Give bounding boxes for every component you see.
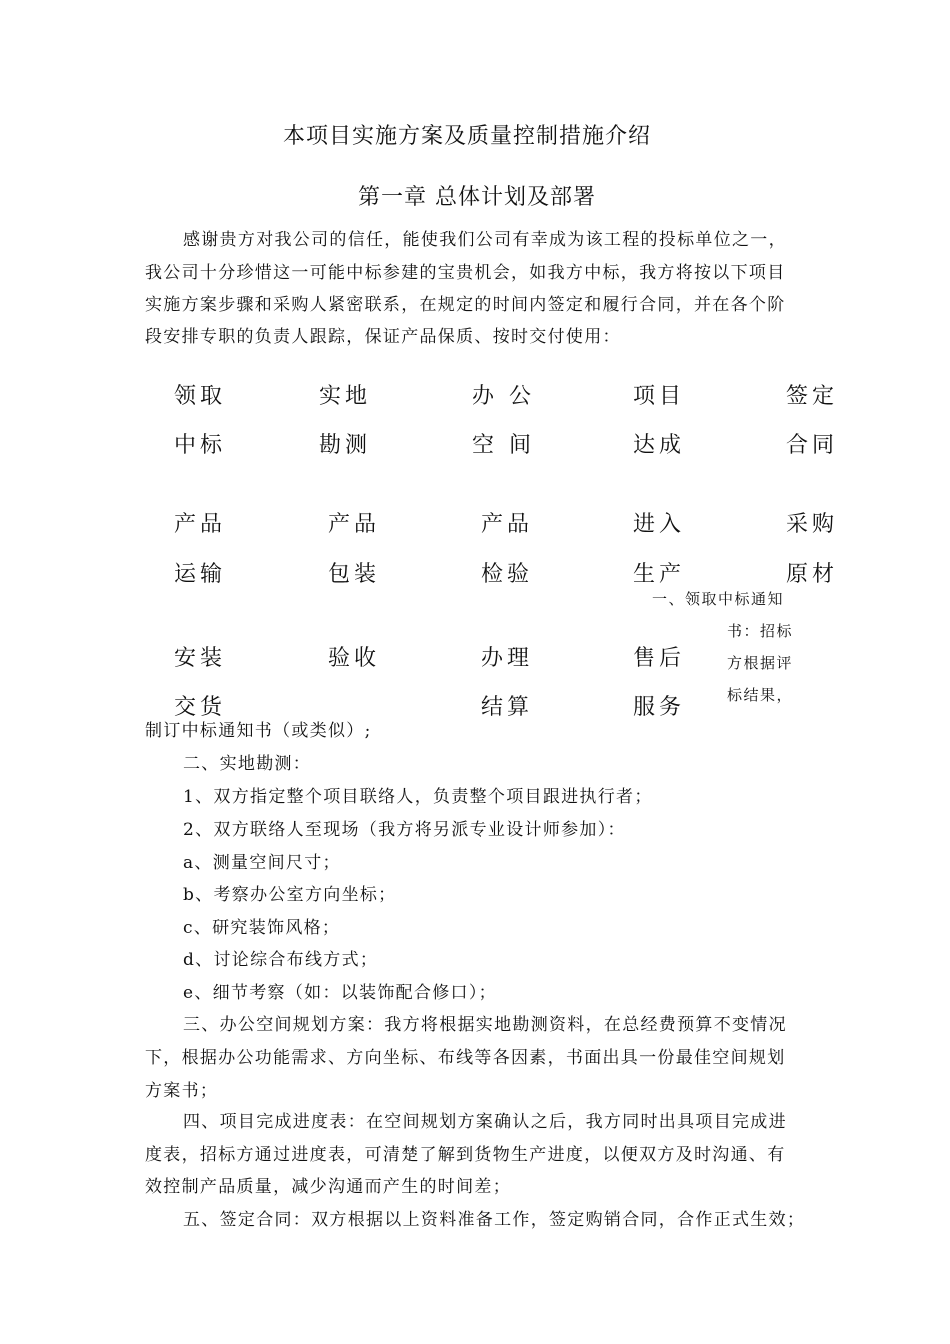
- body-line: 1、双方指定整个项目联络人，负责整个项目跟进执行者；: [183, 787, 653, 807]
- flow-step-label: 产品: [174, 512, 227, 537]
- flow-step-label: 勘测: [319, 433, 372, 458]
- body-line: 度表，招标方通过进度表，可清楚了解到货物生产进度，以便双方及时沟通、有: [145, 1145, 786, 1165]
- side-note-line: 方根据评: [727, 654, 794, 672]
- flow-step-label: 生产: [633, 562, 686, 587]
- flow-step-label: 中标: [174, 433, 227, 458]
- body-line: 二、实地勘测：: [183, 754, 312, 774]
- body-line: 方案书；: [145, 1081, 219, 1101]
- flow-step-label: 交货: [174, 695, 227, 720]
- flow-step-label: 结算: [481, 695, 534, 720]
- flow-step-label: 合同: [786, 433, 839, 458]
- intro-line: 段安排专职的负责人跟踪，保证产品保质、按时交付使用：: [145, 327, 621, 347]
- body-line: 效控制产品质量，减少沟通而产生的时间差；: [145, 1177, 511, 1197]
- flow-step-label: 包装: [328, 562, 381, 587]
- intro-line: 实施方案步骤和采购人紧密联系，在规定的时间内签定和履行合同，并在各个阶: [145, 295, 786, 315]
- body-line: 制订中标通知书（或类似）;: [145, 721, 372, 741]
- flow-step-label: 领取: [174, 384, 227, 409]
- flow-step-label: 签定: [786, 384, 839, 409]
- flow-step-label: 空 间: [472, 433, 535, 458]
- flow-step-label: 达成: [633, 433, 686, 458]
- body-line: c、研究装饰风格；: [183, 918, 341, 938]
- body-line: 四、项目完成进度表：在空间规划方案确认之后，我方同时出具项目完成进: [183, 1112, 787, 1132]
- body-line: 2、双方联络人至现场（我方将另派专业设计师参加）：: [183, 820, 626, 840]
- flow-step-label: 售后: [633, 646, 686, 671]
- body-line: 五、签定合同：双方根据以上资料准备工作，签定购销合同，合作正式生效；: [183, 1210, 806, 1230]
- body-line: e、细节考察（如：以装饰配合修口）；: [183, 983, 497, 1003]
- flow-step-label: 进入: [633, 512, 686, 537]
- flow-step-label: 服务: [633, 695, 686, 720]
- flow-step-label: 验收: [328, 646, 381, 671]
- flow-step-label: 运输: [174, 562, 227, 587]
- flow-step-label: 办 公: [472, 384, 535, 409]
- flow-step-label: 产品: [481, 512, 534, 537]
- chapter-heading: 第一章 总体计划及部署: [358, 185, 596, 210]
- flow-step-label: 产品: [328, 512, 381, 537]
- flow-step-label: 采购: [786, 512, 839, 537]
- body-line: a、测量空间尺寸；: [183, 853, 341, 873]
- flow-step-label: 实地: [319, 384, 372, 409]
- body-line: b、考察办公室方向坐标；: [183, 885, 397, 905]
- intro-line: 我公司十分珍惜这一可能中标参建的宝贵机会，如我方中标，我方将按以下项目: [145, 263, 786, 283]
- flow-step-label: 安装: [174, 646, 227, 671]
- flow-step-label: 项目: [633, 384, 686, 409]
- body-line: d、讨论综合布线方式；: [183, 950, 379, 970]
- side-note-line: 标结果，: [727, 686, 794, 704]
- flow-step-label: 办理: [481, 646, 534, 671]
- flow-step-label: 检验: [481, 562, 534, 587]
- side-note-line: 书：招标: [727, 622, 794, 640]
- document-title: 本项目实施方案及质量控制措施介绍: [283, 124, 652, 149]
- body-line: 三、办公空间规划方案：我方将根据实地勘测资料，在总经费预算不变情况: [183, 1015, 787, 1035]
- side-note-line: 一、领取中标通知: [652, 590, 785, 608]
- flow-step-label: 原材: [786, 562, 839, 587]
- body-line: 下，根据办公功能需求、方向坐标、布线等各因素，书面出具一份最佳空间规划: [145, 1048, 786, 1068]
- intro-line: 感谢贵方对我公司的信任，能使我们公司有幸成为该工程的投标单位之一，: [183, 230, 787, 250]
